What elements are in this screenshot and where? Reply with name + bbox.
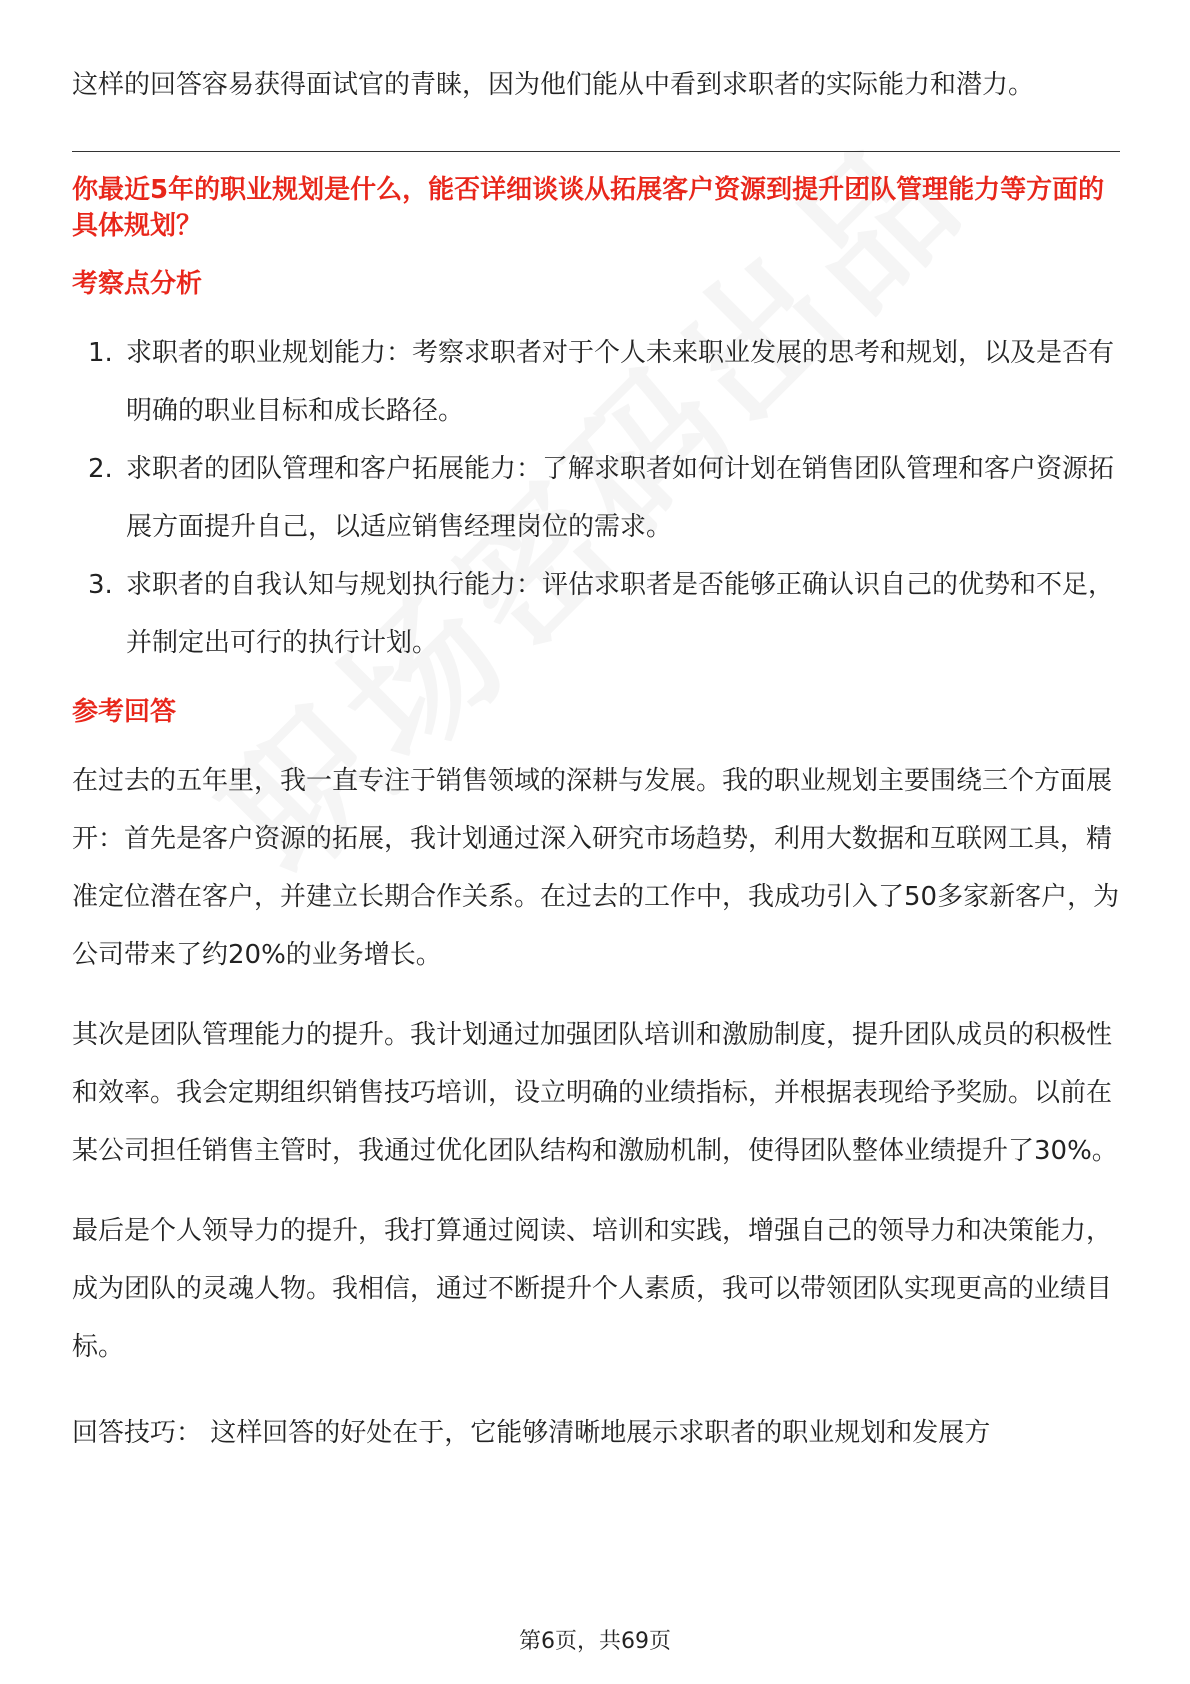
analysis-heading: 考察点分析 bbox=[72, 269, 203, 299]
analysis-points bbox=[72, 324, 1120, 672]
answer-paragraph: 其次是团队管理能力的提升。我计划通过加强团队培训和激励制度，提升团队成员的积极性和效率。我会定期组织销售技巧培训，设立明确的业绩指标，并根据表现给予奖励。以前在某公司担任销售主管时，我通过优化团队结构和激励机制，使得团队整体业绩提升了30%。 bbox=[72, 1020, 1118, 1166]
answer-heading: 参考回答 bbox=[72, 697, 177, 727]
section-divider bbox=[72, 151, 1120, 152]
answer-paragraph: 在过去的五年里，我一直专注于销售领域的深耕与发展。我的职业规划主要围绕三个方面展开：首先是客户资源的拓展，我计划通过深入研究市场趋势，利用大数据和互联网工具，精准定位潜在客户，并建立长期合作关系。在过去的工作中，我成功引入了50多家新客户，为公司带来了约20%的业务增长。 bbox=[72, 766, 1120, 970]
interview-question: 你最近5年的职业规划是什么，能否详细谈谈从拓展客户资源到提升团队管理能力等方面的具体规划？ bbox=[72, 175, 1105, 241]
intro-paragraph: 这样的回答容易获得面试官的青睐，因为他们能从中看到求职者的实际能力和潜力。 bbox=[72, 70, 1035, 100]
document-page bbox=[72, 56, 1120, 1462]
page-number: 第6页，共69页 bbox=[519, 1629, 671, 1654]
analysis-point: 1. 求职者的职业规划能力：考察求职者对于个人未来职业发展的思考和规划，以及是否有明确的职业目标和成长路径。 bbox=[88, 338, 1115, 426]
answer-paragraph: 最后是个人领导力的提升，我打算通过阅读、培训和实践，增强自己的领导力和决策能力，成为团队的灵魂人物。我相信，通过不断提升个人素质，我可以带领团队实现更高的业绩目标。 bbox=[72, 1216, 1113, 1362]
analysis-point: 2. 求职者的团队管理和客户拓展能力：了解求职者如何计划在销售团队管理和客户资源拓展方面提升自己，以适应销售经理岗位的需求。 bbox=[88, 454, 1115, 542]
analysis-point: 3. 求职者的自我认知与规划执行能力：评估求职者是否能够正确认识自己的优势和不足，并制定出可行的执行计划。 bbox=[88, 570, 1115, 658]
answer-tips: 回答技巧： 这样回答的好处在于，它能够清晰地展示求职者的职业规划和发展方 bbox=[72, 1418, 991, 1448]
